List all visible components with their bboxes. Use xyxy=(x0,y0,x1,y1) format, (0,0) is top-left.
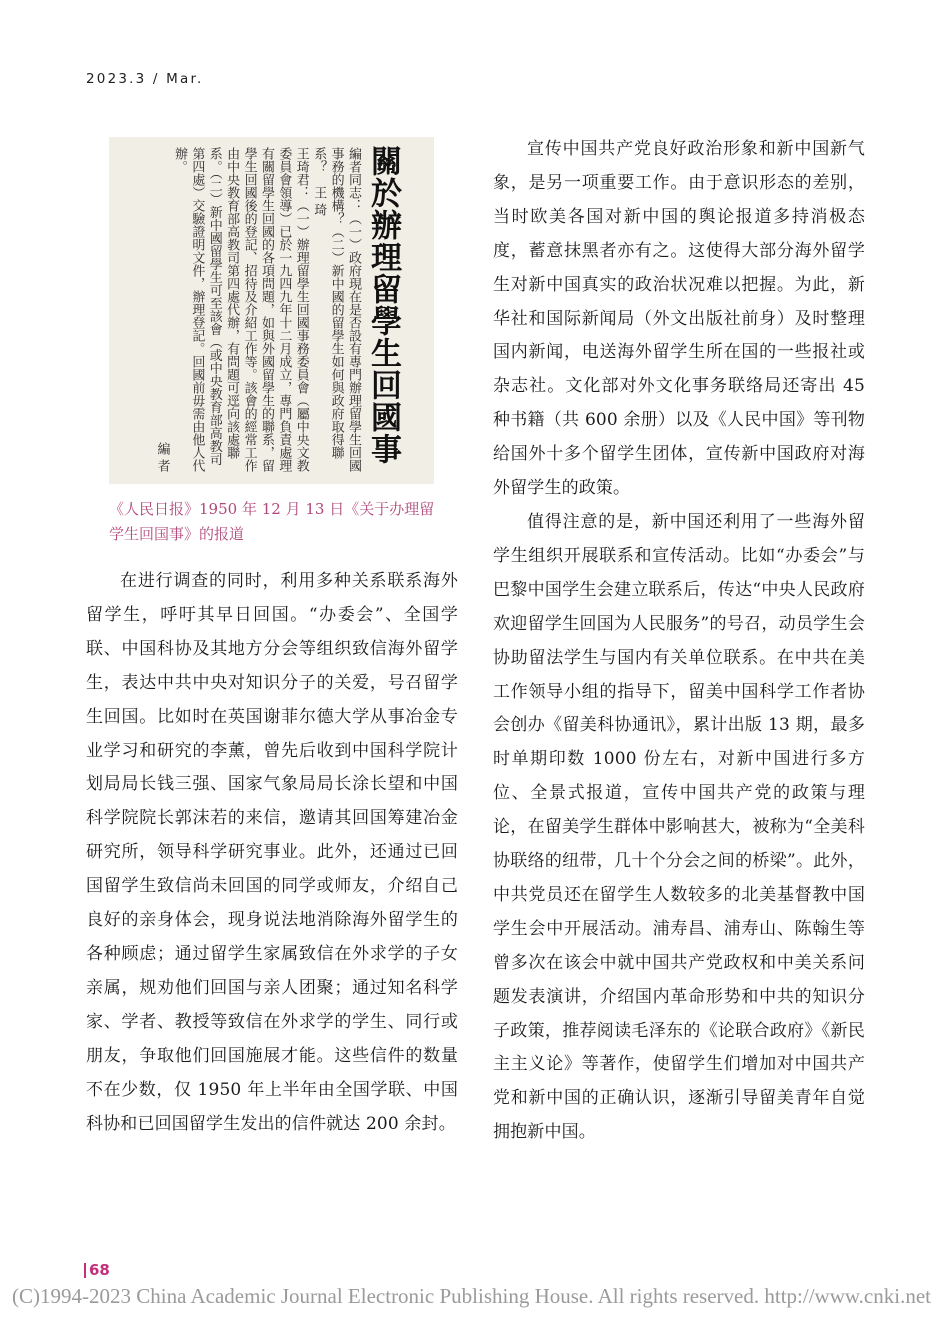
clipping-body xyxy=(112,147,362,472)
figure-caption: 《人民日报》1950 年 12 月 13 日《关于办理留学生回国事》的报道 xyxy=(109,500,435,543)
right-column xyxy=(493,133,865,1150)
paragraph: 值得注意的是，新中国还利用了一些海外留学生组织开展联系和宣传活动。比如“办委会”与巴黎中国学生会建立联系后，传达“中央人民政府欢迎留学生回国为人民服务”的号召，动员学生会协助留法学生与国内有关单位联系。在中共在美工作领导小组的指导下，留美中国科学工作者协会创办《留美科协通讯》，累计出版 13 期，最多时单期印数 1000 份左右，对新中国进行多方位、全景式报道，宣传中国共产党的政策与理论，在留美学生群体中影响甚大，被称为“全美科协联络的纽带，几十个分会之间的桥梁”。此外，中共党员还在留学生人数较多的北美基督教中国学生会中开展活动。浦寿昌、浦寿山、陈翰生等曾多次在该会中就中国共产党政权和中美关系问题发表演讲，介绍国内革命形势和中共的知识分子政策，推荐阅读毛泽东的《论联合政府》《新民主主义论》等著作，使留学生们增加对中国共产党和新中国的正确认识，逐渐引导留美青年自觉拥抱新中国。 xyxy=(493,511,865,1143)
clipping-letter: 編者同志：（一）政府現在是否設有專門辦理留學生回國事務的機構？（二）新中國的留學生如何與政府取得聯系？ 王 琦 xyxy=(311,147,361,472)
paragraph: 宣传中国共产党良好政治形象和新中国新气象，是另一项重要工作。由于意识形态的差别，当时欧美各国对新中国的舆论报道多持消极态度，蓄意抹黑者亦有之。这使得大部分海外留学生对新中国真实的政治状况难以把握。为此，新华社和国际新闻局（外文出版社前身）及时整理国内新闻，电送海外留学生所在国的一些报社或杂志社。文化部对外文化事务联络局还寄出 45 种书籍（共 600 余册）以及《人民中国》等刊物给国外十多个留学生团体，宣传新中国政府对海外留学生的政策。 xyxy=(493,139,865,499)
issue-date: 2023.3 / Mar. xyxy=(86,71,204,87)
clipping-headline: 關於辦理留學生回國事 xyxy=(365,145,401,465)
page-number: 68 xyxy=(84,1263,110,1278)
clipping-signature: 編 者 xyxy=(154,441,170,472)
paragraph: 在进行调查的同时，利用多种关系联系海外留学生，呼吁其早日回国。“办委会”、全国学联、中国科协及其地方分会等组织致信海外留学生，表达中共中央对知识分子的关爱，号召留学生回国。比如时在英国谢菲尔德大学从事冶金专业学习和研究的李薰，曾先后收到中国科学院计划局局长钱三强、国家气象局局长涂长望和中国科学院院长郭沫若的来信，邀请其回国筹建冶金研究所，领导科学研究事业。此外，还通过已回国留学生致信尚未回国的同学或师友，介绍自己良好的亲身体会，现身说法地消除海外留学生的各种顾虑；通过留学生家属致信在外求学的子女亲属，规劝他们回国与亲人团聚；通过知名科学家、学者、教授等致信在外求学的学生、同行或朋友，争取他们回国施展才能。这些信件的数量不在少数，仅 1950 年上半年由全国学联、中国科协和已回国留学生发出的信件就达 200 余封。 xyxy=(86,571,458,1134)
left-column xyxy=(86,565,458,1141)
newspaper-clipping-image xyxy=(109,137,434,484)
clipping-reply: 王琦君：（一）辦理留學生回國事務委員會（屬中央文教委員會領導）已於一九四九年十二月成立，專門負責處理有關留學生回國的各項問題，如與外國留學生的聯系，留學生回國後的登記、招待及介紹工作等。該會的經常工作由中央教育部高教司第四處代辦，有問題可逕向該處聯系。（二）新中國留學生可至該會（或中央教育部高教司第四處）交驗證明文件，辦理登記。回國前毋需由他人代辦。 xyxy=(171,147,309,472)
copyright-notice: (C)1994-2023 China Academic Journal Electronic Publishing House. All rights reserved. http://www.cnki.net xyxy=(12,1284,931,1308)
